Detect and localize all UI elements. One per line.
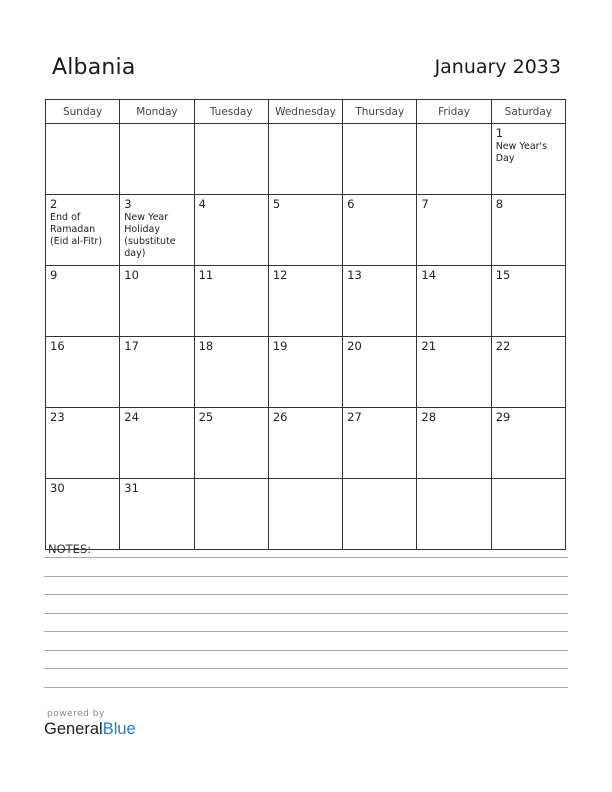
day-number: 31 <box>124 481 139 495</box>
calendar-day-cell <box>343 479 417 550</box>
calendar-day-cell <box>46 124 120 195</box>
day-number: 5 <box>272 197 281 211</box>
calendar-day-cell <box>343 266 417 337</box>
day-number: 18 <box>198 339 214 353</box>
day-number: 11 <box>198 268 214 282</box>
calendar-week-row <box>46 266 566 337</box>
calendar-day-cell <box>120 124 194 195</box>
brand-name-blue: Blue <box>102 720 136 738</box>
day-number: 23 <box>50 410 65 424</box>
day-number: 1 <box>495 126 504 140</box>
calendar-day-cell <box>268 195 342 266</box>
day-number: 30 <box>50 481 65 495</box>
calendar-day-cell <box>194 408 268 479</box>
brand-logo <box>44 720 136 739</box>
calendar-day-cell <box>268 479 342 550</box>
note-line <box>44 576 568 577</box>
calendar-day-cell <box>194 337 268 408</box>
calendar-month-title: January 2033 <box>434 56 561 78</box>
calendar-day-cell <box>417 124 491 195</box>
weekday-friday: Friday <box>417 100 491 124</box>
weekday-sunday: Sunday <box>46 100 120 124</box>
day-number: 6 <box>347 197 355 211</box>
day-number: 29 <box>495 410 511 424</box>
day-number: 17 <box>124 339 139 353</box>
holiday-label: New Year's Day <box>495 141 548 164</box>
calendar-day-cell <box>343 337 417 408</box>
calendar-day-cell <box>194 479 268 550</box>
weekday-monday: Monday <box>120 100 194 124</box>
calendar-day-cell <box>268 124 342 195</box>
day-number: 27 <box>347 410 362 424</box>
brand-name-general: General <box>44 720 103 738</box>
calendar-grid <box>45 99 566 550</box>
calendar-day-cell <box>46 266 120 337</box>
calendar-day-cell <box>194 266 268 337</box>
day-number: 9 <box>50 268 58 282</box>
calendar-week-row <box>46 337 566 408</box>
calendar-day-cell <box>46 408 120 479</box>
day-number: 3 <box>124 197 132 211</box>
day-number: 8 <box>495 197 504 211</box>
day-number: 20 <box>347 339 362 353</box>
day-number: 28 <box>421 410 437 424</box>
day-number: 16 <box>50 339 65 353</box>
calendar-day-cell <box>491 124 565 195</box>
day-number: 19 <box>272 339 288 353</box>
weekday-saturday: Saturday <box>491 100 565 124</box>
note-line <box>44 668 568 669</box>
day-number: 10 <box>124 268 139 282</box>
calendar-day-cell <box>46 479 120 550</box>
note-line <box>44 650 568 651</box>
day-number: 14 <box>421 268 437 282</box>
calendar-day-cell <box>343 195 417 266</box>
calendar-day-cell <box>417 479 491 550</box>
day-number: 12 <box>272 268 288 282</box>
calendar-day-cell <box>120 266 194 337</box>
day-number: 7 <box>421 197 429 211</box>
calendar-country-title: Albania <box>52 55 136 80</box>
calendar-day-cell <box>194 124 268 195</box>
calendar-day-cell <box>417 337 491 408</box>
calendar-week-row <box>46 408 566 479</box>
holiday-label: New Year Holiday (substitute day) <box>124 212 176 259</box>
note-line <box>44 557 568 558</box>
calendar-day-cell <box>491 337 565 408</box>
calendar-week-row <box>46 479 566 550</box>
weekday-thursday: Thursday <box>343 100 417 124</box>
calendar-day-cell <box>491 408 565 479</box>
calendar-day-cell <box>120 195 194 266</box>
calendar-day-cell <box>268 408 342 479</box>
weekday-wednesday: Wednesday <box>268 100 342 124</box>
calendar-day-cell <box>194 195 268 266</box>
powered-by-text: powered by <box>47 709 105 719</box>
notes-label: NOTES: <box>48 542 92 556</box>
calendar-day-cell <box>491 479 565 550</box>
holiday-label: End of Ramadan (Eid al-Fitr) <box>50 212 103 247</box>
calendar-day-cell <box>417 408 491 479</box>
day-number: 15 <box>495 268 511 282</box>
day-number: 25 <box>198 410 214 424</box>
day-number: 13 <box>347 268 362 282</box>
calendar-day-cell <box>120 337 194 408</box>
calendar-day-cell <box>491 266 565 337</box>
calendar-day-cell <box>417 195 491 266</box>
day-number: 4 <box>198 197 206 211</box>
calendar-day-cell <box>120 408 194 479</box>
calendar-week-row <box>46 124 566 195</box>
day-number: 26 <box>272 410 288 424</box>
calendar-day-cell <box>46 337 120 408</box>
calendar-day-cell <box>343 124 417 195</box>
note-line <box>44 613 568 614</box>
note-line <box>44 631 568 632</box>
calendar-day-cell <box>268 266 342 337</box>
weekday-tuesday: Tuesday <box>194 100 268 124</box>
note-line <box>44 687 568 688</box>
calendar-day-cell <box>268 337 342 408</box>
calendar-day-cell <box>120 479 194 550</box>
weekday-header-row <box>46 100 566 124</box>
note-line <box>44 594 568 595</box>
calendar-day-cell <box>46 195 120 266</box>
day-number: 2 <box>50 197 58 211</box>
calendar-week-row <box>46 195 566 266</box>
day-number: 21 <box>421 339 437 353</box>
calendar-day-cell <box>343 408 417 479</box>
calendar-day-cell <box>491 195 565 266</box>
day-number: 24 <box>124 410 139 424</box>
day-number: 22 <box>495 339 511 353</box>
calendar-day-cell <box>417 266 491 337</box>
